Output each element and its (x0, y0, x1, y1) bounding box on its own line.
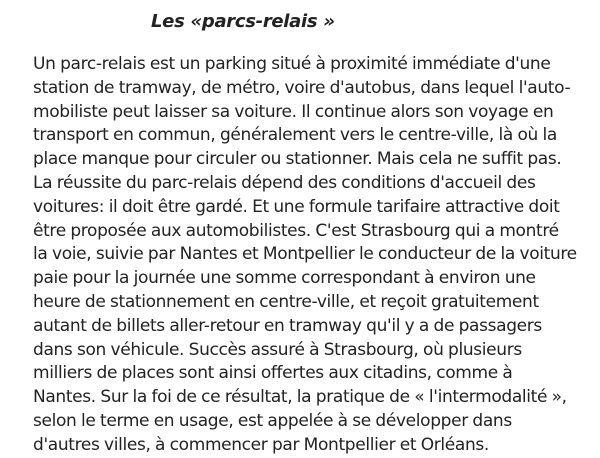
article-body (33, 53, 593, 458)
text-line: Un parc-relais est un parking situé à proximité immédiate d'une (33, 54, 551, 74)
text-line: station de tramway, de métro, voire d'autobus, dans lequel l'auto- (33, 77, 571, 98)
text-line: être proposée aux automobilistes. C'est Strasbourg qui a montré (33, 220, 559, 241)
article-title: Les «parcs-relais » (151, 11, 335, 32)
text-line: mobiliste peut laisser sa voiture. Il continue alors son voyage en (33, 101, 554, 122)
text-line: transport en commun, généralement vers le centre-ville, là où la (33, 125, 557, 146)
text-line: dans son véhicule. Succès assuré à Strasbourg, où plusieurs (33, 339, 522, 360)
text-line: Nantes. Sur la foi de ce résultat, la pratique de « l'intermodalité », (33, 387, 567, 408)
text-line: milliers de places sont ainsi offertes aux citadins, comme à (33, 363, 513, 384)
text-line: heure de stationnement en centre-ville, et reçoit gratuitement (33, 291, 539, 312)
text-line: paie pour la journée une somme correspondant à environ une (33, 268, 536, 289)
text-line: voitures: il doit être gardé. Et une formule tarifaire attractive doit (33, 196, 560, 217)
text-line: autant de billets aller-retour en tramway qu'il y a de passagers (33, 315, 542, 336)
text-line: La réussite du parc-relais dépend des conditions d'accueil des (33, 172, 536, 193)
text-line: d'autres villes, à commencer par Montpellier et Orléans. (33, 434, 489, 455)
text-line: la voie, suivie par Nantes et Montpellier le conducteur de la voiture (33, 244, 577, 265)
text-line: selon le terme en usage, est appelée à se développer dans (33, 410, 512, 431)
text-line: place manque pour circuler ou stationner. Mais cela ne suffit pas. (33, 149, 562, 170)
